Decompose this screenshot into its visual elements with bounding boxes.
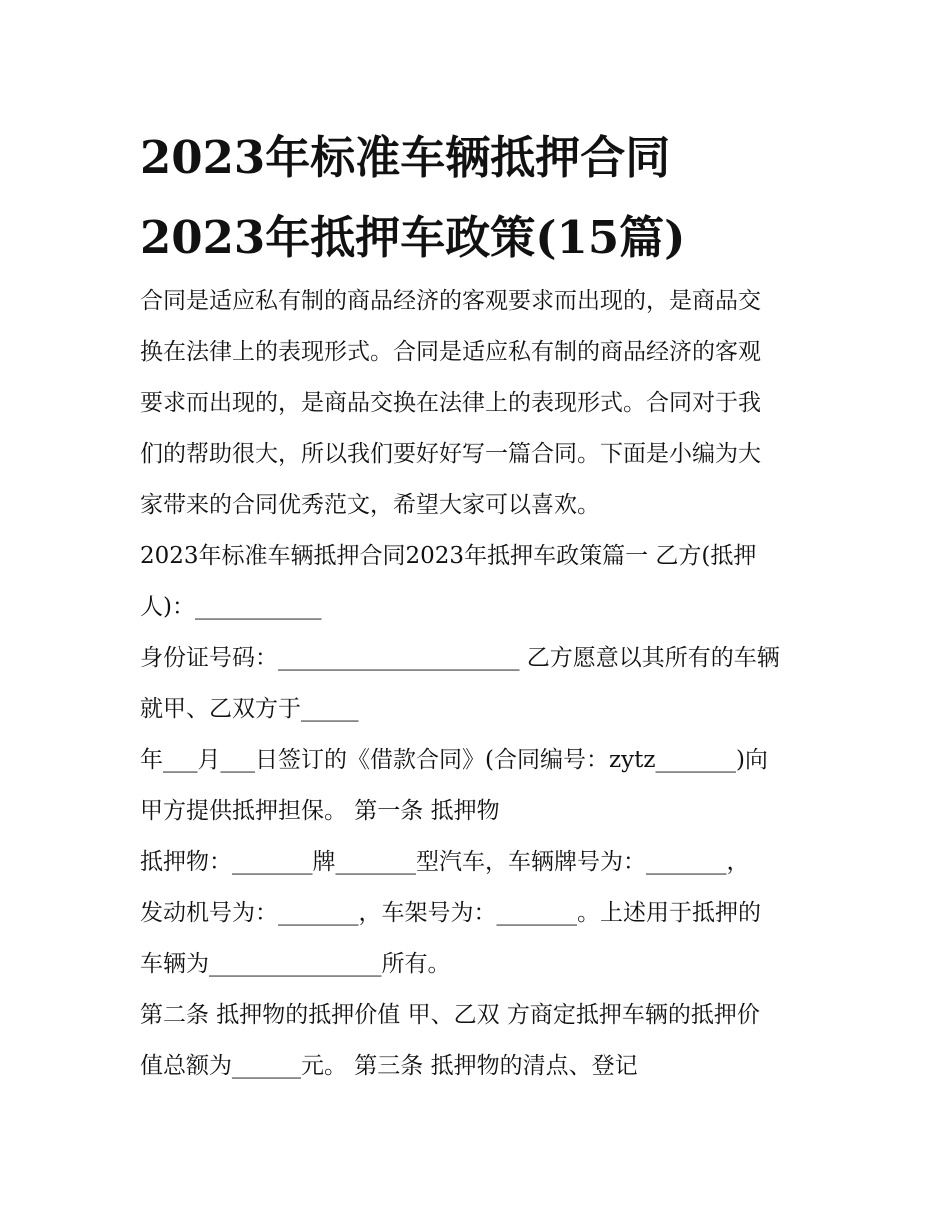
intro-paragraph xyxy=(140,276,830,531)
contract-line: 第二条 抵押物的抵押价值 甲、乙双 方商定抵押车辆的抵押价 xyxy=(140,1002,760,1028)
intro-line: 要求而出现的，是商品交换在法律上的表现形式。合同对于我 xyxy=(140,390,761,416)
contract-line: 人)：___________ xyxy=(140,594,322,620)
contract-line: 抵押物：_______牌_______型汽车，车辆牌号为：_______， xyxy=(140,849,750,875)
contract-line: 甲方提供抵押担保。 第一条 抵押物 xyxy=(140,798,500,824)
document-title xyxy=(140,118,840,278)
contract-line: 2023年标准车辆抵押合同2023年抵押车政策篇一 乙方(抵押 xyxy=(140,543,757,569)
title-line-2: 2023年抵押车政策(15篇) xyxy=(140,211,686,264)
contract-line: 就甲、乙双方于_____ xyxy=(140,696,359,722)
intro-line: 换在法律上的表现形式。合同是适应私有制的商品经济的客观 xyxy=(140,339,761,365)
intro-line: 家带来的合同优秀范文，希望大家可以喜欢。 xyxy=(140,492,600,518)
contract-line: 车辆为_______________所有。 xyxy=(140,951,451,977)
contract-line: 值总额为______元。 第三条 抵押物的清点、登记 xyxy=(140,1053,638,1079)
contract-line: 身份证号码：_____________________ 乙方愿意以其所有的车辆 xyxy=(140,645,780,671)
contract-line: 发动机号为：_______，车架号为：_______。上述用于抵押的 xyxy=(140,900,761,926)
document-body xyxy=(140,276,830,1092)
intro-line: 合同是适应私有制的商品经济的客观要求而出现的，是商品交 xyxy=(140,288,761,314)
contract-text xyxy=(140,531,830,1092)
intro-line: 们的帮助很大，所以我们要好好写一篇合同。下面是小编为大 xyxy=(140,441,761,467)
title-line-1: 2023年标准车辆抵押合同 xyxy=(140,131,671,184)
contract-line: 年___月___日签订的《借款合同》(合同编号：zytz_______)向 xyxy=(140,747,768,773)
